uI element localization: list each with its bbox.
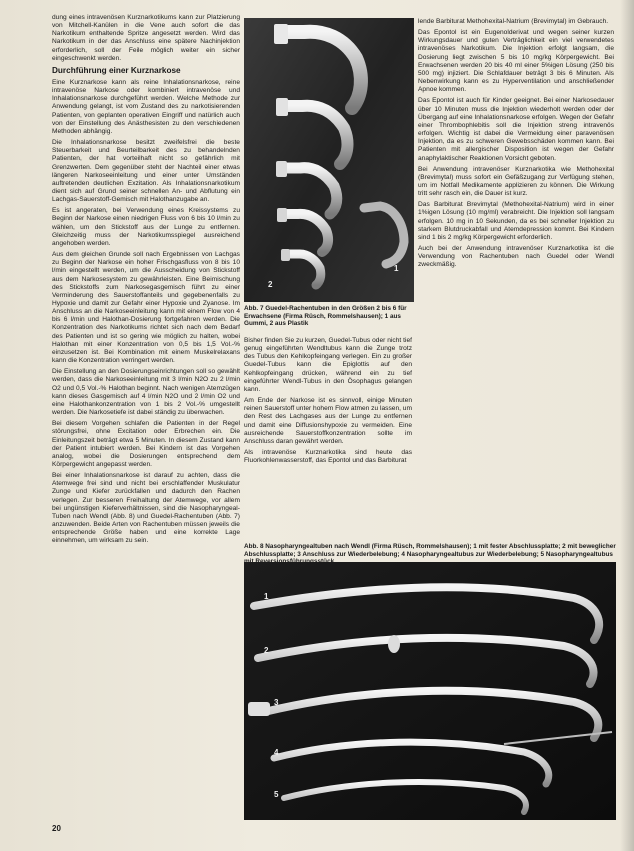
page-number: 20: [52, 824, 61, 833]
figure-8-label-2: 2: [264, 646, 269, 655]
paragraph: Bei Anwendung intravenöser Kurznarkotika wie Methohexital (Brevimytal) muss sofort ein Gefäßzugang zur Verfügung stehen, um im Notfall Medikamente applizieren zu können. Die Wirkung tritt sehr rasch ein, die Dauer ist kurz.: [418, 165, 614, 198]
paragraph: lende Barbiturat Methohexital-Natrium (Brevimytal) im Gebrauch.: [418, 18, 609, 25]
heading-kurznarkose: Durchführung einer Kurznarkose: [52, 65, 181, 75]
paragraph: Das Barbiturat Brevimytal (Methohexital-Natrium) wird in einer 1%igen Lösung (10 mg/ml) verabreicht. Die Injektion soll langsam erfolgen. 10 mg in 10 Sekunden, da es bei schneller Injektion zu starkem Blutdruckabfall und Atemdepression kommt. Bei Kindern sind 1 bis 2 mg/kg Körpergewicht erforderlich.: [418, 201, 614, 241]
figure-8-photo: [244, 562, 616, 820]
figure-8-label-1: 1: [264, 592, 269, 601]
wendl-tubes-illustration: [244, 562, 616, 820]
figure-8-label-4: 4: [274, 748, 279, 757]
left-text-column: [52, 14, 240, 824]
intro-paragraph: dung eines intravenösen Kurznarkotikums kann zur Platzierung von Mitchell-Kanülen in die Vene auch sofort die das Narkotikum enthaltende Spritze angesetzt werden. Wird das Narkotikum in der das Anschluss eine spätere Nachinjektion erforderlich, soll der Feile möglich weiter ein sicher eingeschwenkt werden.: [52, 14, 240, 62]
paragraph: Auch bei der Anwendung intravenöser Kurznarkotika ist die Verwendung von Rachentuben nach Guedel oder Wendl zweckmäßig.: [418, 245, 614, 269]
paragraph: Bisher finden Sie zu kurzen, Guedel-Tubus oder nicht tief genug eingeführten Wendltubus kann die Zunge trotz des Tubus den Kehlkopfeingang verlegen. Ein zu großer Guedel-Tubus kann die Epiglottis auf den Kehlkopfeingang drücken, während ein zu tief eingeführter Wendl-Tubus in den Ösophagus gelangen kann.: [244, 337, 412, 393]
figure-8-label-5: 5: [274, 790, 279, 799]
paragraph: Am Ende der Narkose ist es sinnvoll, einige Minuten reinen Sauerstoff unter hohem Flow atmen zu lassen, um den Rest des Lachgases aus der Lunge zu entfernen und damit eine Diffusionshypoxie zu vermeiden. Eine ausreichende Sauerstoffkonzentration sollte im Anschluss daran gewährt werden.: [244, 397, 412, 445]
paragraph: Als intravenöse Kurznarkotika sind heute das Fluorkohlenwasserstoff, das Epontol und das Barbiturat: [244, 449, 412, 465]
figure-7-caption: Abb. 7 Guedel-Rachentuben in den Größen 2 bis 6 für Erwachsene (Firma Rüsch, Rommelshausen); 1 aus Gummi, 2 aus Plastik: [244, 305, 407, 328]
paragraph: Das Epontol ist auch für Kinder geeignet. Bei einer Narkosedauer über 10 Minuten muss die Injektion wiederholt werden oder der Übergang auf eine Inhalationsnarkose erfolgen. Wegen der Gefahr einer Thrombophlebitis soll die Injektion streng intravenös erfolgen. Wichtig ist dabei die Vermeidung einer paravenösen Injektion, da es zu schweren Gewebsschäden kommen kann. Bei Patienten mit allergischer Disposition ist wegen der Gefahr anaphylaktischer Reaktionen Vorsicht geboten.: [418, 97, 614, 162]
paragraph: Es ist angeraten, bei Verwendung eines Kreissystems zu Beginn der Narkose einen niedrigen Fluss von 6 bis 10 l/min zu wählen, um den Stickstoff aus der Lunge zu entfernen. Gleichzeitig muss der Narkotikumsspiegel ausreichend angehoben werden.: [52, 207, 240, 247]
paragraph: Die Einstellung an den Dosierungseinrichtungen soll so gewählt werden, dass die Narkoseeinleitung mit 3 l/min N2O zu 2 l/min O2 und 0,5 Vol.-% Halothan beginnt. Nach wenigen Atemzügen kann dieses Gasgemisch auf 4 l/min N2O und 2 l/min O2 und eine Halothankonzentration von 1 bis 2 Vol.-% umgestellt werden. Die Narkosetiefe ist dabei ständig zu überwachen.: [52, 368, 240, 417]
figure-7-label-1: 1: [394, 264, 399, 273]
paragraph: Die Inhalationsnarkose besitzt zweifelsfrei die beste Steuerbarkeit und Beurteilbarkeit des zu behandelnden Patienten, der hat vorteilhaft nicht so gefährlich mit Grenzwerten. Dem gegenüber steht der Nachteil einer etwas längeren Narkoseeinleitung und einer unter Umständen auftretenden deutlichen Exzitation. Als Inhalationsnarkotikum dient sich auf Grund seiner schnellen An- und Abflutung ein Lachgas-Sauerstoff-Gemisch mit Halothanzugabe an.: [52, 139, 240, 204]
right-text-column: [418, 18, 614, 528]
paragraph: Das Epontol ist ein Eugenolderivat und wegen seiner kurzen Wirkungsdauer und guten Verträglichkeit ein viel verwendetes intravenöses Narkotikum. Die Injektion erfolgt langsam, die Dosierung liegt zwischen 5 bis 10 mg/kg Körpergewicht. Bei Erwachsenen werden 20 bis 40 ml einer 5%igen Lösung (250 bis 500 mg) injiziert. Die Schlafdauer beträgt 3 bis 6 Minuten. Als Nebenwirkung kann es zu Hyperventilation und anschließender Apnoe kommen.: [418, 29, 614, 94]
paragraph: Bei diesem Vorgehen schlafen die Patienten in der Regel störungsfrei, ohne Excitation oder Erbrechen ein. Die Einleitungszeit beträgt etwa 5 Minuten. In diesem Zustand kann der Patient intubiert werden. Bei Kindern ist das Vorgehen analog, wobei die Dosierungen entsprechend dem Körpergewicht angepasst werden.: [52, 420, 240, 468]
paragraph: Bei einer Inhalationsnarkose ist darauf zu achten, dass die Atemwege frei sind und nicht bei erschlaffender Muskulatur Zunge und Kiefer zurückfallen und dadurch den Rachen verlegen. Zur besseren Freihaltung der Atemwege, vor allem bei ungünstigen Kieferverhältnissen, sind die Nasopharyngeal-Tuben nach Wendl (Abb. 8) und Guedel-Rachentuben (Abb. 7) anzuwenden. Beide Arten von Rachentuben müssen jeweils die entsprechende Größe haben und eine korrekte Lage einnehmen, um wirksam zu sein.: [52, 472, 240, 545]
binding-shadow: [620, 0, 634, 851]
figure-7-label-2: 2: [268, 280, 273, 289]
figure-7-photo: [244, 18, 414, 302]
paragraph: Eine Kurznarkose kann als reine Inhalationsnarkose, reine intravenöse Narkose oder kombiniert intravenöse und Inhalationsnarkose durchgeführt werden. Welche Methode zur Anwendung gelangt, ist vom Zustand des zu narkotisierenden Patienten, von geplanten operativen Eingriff und natürlich auch von der Einstellung des Anästhesisten zu den verschiedenen Methoden abhängig.: [52, 78, 240, 135]
paragraph: Aus dem gleichen Grunde soll nach Ergebnissen von Lachgas zu Beginn der Narkose ein hoher Frischgasfluss von 8 bis 10 l/min eingestellt werden, um die Ausscheidung von Stickstoff aus dem Narkosesystem zu gewährleisten. Eine Beimischung des Stickstoffs zum Narkosegasgemisch führt zu einer Verminderung des Sauerstoffanteils und gegebenenfalls zu Hypoxie und damit zur Gefahr einer Hypoxie und Zyanose. Im Anschluss an die Narkoseeinleitung kann mit einem Flow von 4 bis 6 l/min und Halothan-Dosierung fortgefahren werden. Die Konzentration des Narkotikums richtet sich nach dem Bedarf des Patienten und ist so gering wie möglich zu halten, wobei Halothan mit einer Konzentration von 0,5 bis 1,5 Vol.-% einzusetzen ist. Bei Kombination mit einem Muskelrelaxans kann die Konzentration verringert werden.: [52, 251, 240, 365]
middle-text-column: [244, 337, 412, 527]
guedel-tubes-illustration: [244, 18, 414, 302]
figure-8-label-3: 3: [274, 698, 279, 707]
figure-8-caption: Abb. 8 Nasopharyngealtuben nach Wendl (Firma Rüsch, Rommelshausen); 1 mit fester Abschlussplatte; 2 mit beweglicher Abschlussplatte; 3 Anschluss zur Wiederbelebung; 4 Nasopharyngealtubus zur Wiederbelebung; 5 Nasopharyngealtubus: [244, 543, 616, 558]
